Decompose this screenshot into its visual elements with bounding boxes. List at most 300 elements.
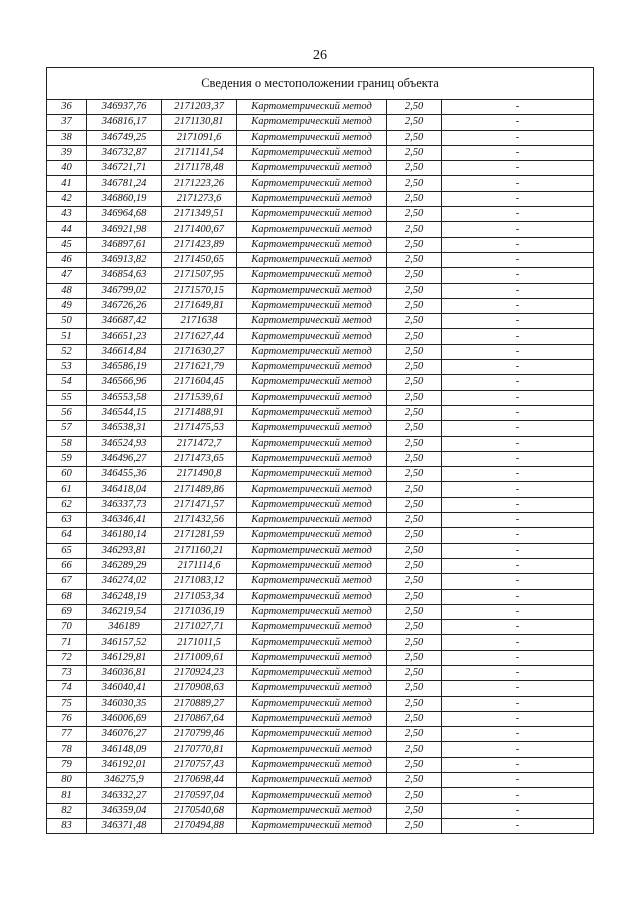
description-cell: -	[442, 360, 594, 375]
accuracy-cell: 2,50	[387, 574, 442, 589]
x-coordinate-cell: 346816,17	[87, 115, 162, 130]
table-row	[47, 681, 594, 696]
table-row	[47, 375, 594, 390]
table-row	[47, 558, 594, 573]
y-coordinate-cell: 2171053,34	[162, 589, 237, 604]
table-row	[47, 497, 594, 512]
description-cell: -	[442, 635, 594, 650]
table-row	[47, 620, 594, 635]
method-cell: Картометрический метод	[237, 451, 387, 466]
y-coordinate-cell: 2171627,44	[162, 329, 237, 344]
x-coordinate-cell: 346040,41	[87, 681, 162, 696]
accuracy-cell: 2,50	[387, 191, 442, 206]
y-coordinate-cell: 2171011,5	[162, 635, 237, 650]
table-row	[47, 268, 594, 283]
accuracy-cell: 2,50	[387, 222, 442, 237]
description-cell: -	[442, 222, 594, 237]
description-cell: -	[442, 115, 594, 130]
y-coordinate-cell: 2171027,71	[162, 620, 237, 635]
point-number-cell: 54	[47, 375, 87, 390]
point-number-cell: 39	[47, 145, 87, 160]
table-row	[47, 207, 594, 222]
description-cell: -	[442, 130, 594, 145]
accuracy-cell: 2,50	[387, 711, 442, 726]
point-number-cell: 46	[47, 252, 87, 267]
table-row	[47, 696, 594, 711]
method-cell: Картометрический метод	[237, 757, 387, 772]
point-number-cell: 44	[47, 222, 87, 237]
method-cell: Картометрический метод	[237, 130, 387, 145]
x-coordinate-cell: 346337,73	[87, 497, 162, 512]
x-coordinate-cell: 346076,27	[87, 727, 162, 742]
description-cell: -	[442, 497, 594, 512]
method-cell: Картометрический метод	[237, 436, 387, 451]
x-coordinate-cell: 346189	[87, 620, 162, 635]
accuracy-cell: 2,50	[387, 130, 442, 145]
x-coordinate-cell: 346586,19	[87, 360, 162, 375]
y-coordinate-cell: 2170770,81	[162, 742, 237, 757]
description-cell: -	[442, 421, 594, 436]
method-cell: Картометрический метод	[237, 620, 387, 635]
method-cell: Картометрический метод	[237, 329, 387, 344]
method-cell: Картометрический метод	[237, 574, 387, 589]
table-row	[47, 727, 594, 742]
point-number-cell: 74	[47, 681, 87, 696]
method-cell: Картометрический метод	[237, 803, 387, 818]
point-number-cell: 51	[47, 329, 87, 344]
accuracy-cell: 2,50	[387, 145, 442, 160]
point-number-cell: 49	[47, 298, 87, 313]
y-coordinate-cell: 2171471,57	[162, 497, 237, 512]
accuracy-cell: 2,50	[387, 421, 442, 436]
description-cell: -	[442, 543, 594, 558]
accuracy-cell: 2,50	[387, 681, 442, 696]
method-cell: Картометрический метод	[237, 650, 387, 665]
x-coordinate-cell: 346148,09	[87, 742, 162, 757]
method-cell: Картометрический метод	[237, 207, 387, 222]
description-cell: -	[442, 742, 594, 757]
y-coordinate-cell: 2171223,26	[162, 176, 237, 191]
accuracy-cell: 2,50	[387, 635, 442, 650]
method-cell: Картометрический метод	[237, 344, 387, 359]
y-coordinate-cell: 2170908,63	[162, 681, 237, 696]
y-coordinate-cell: 2171490,8	[162, 467, 237, 482]
table-row	[47, 130, 594, 145]
point-number-cell: 43	[47, 207, 87, 222]
method-cell: Картометрический метод	[237, 161, 387, 176]
accuracy-cell: 2,50	[387, 482, 442, 497]
table-row	[47, 176, 594, 191]
description-cell: -	[442, 513, 594, 528]
method-cell: Картометрический метод	[237, 681, 387, 696]
table-row	[47, 451, 594, 466]
description-cell: -	[442, 558, 594, 573]
y-coordinate-cell: 2171130,81	[162, 115, 237, 130]
table-row	[47, 543, 594, 558]
table-row	[47, 528, 594, 543]
accuracy-cell: 2,50	[387, 513, 442, 528]
method-cell: Картометрический метод	[237, 543, 387, 558]
accuracy-cell: 2,50	[387, 650, 442, 665]
y-coordinate-cell: 2170924,23	[162, 665, 237, 680]
description-cell: -	[442, 375, 594, 390]
table-row	[47, 360, 594, 375]
point-number-cell: 38	[47, 130, 87, 145]
table-row	[47, 329, 594, 344]
method-cell: Картометрический метод	[237, 115, 387, 130]
description-cell: -	[442, 589, 594, 604]
x-coordinate-cell: 346687,42	[87, 314, 162, 329]
method-cell: Картометрический метод	[237, 145, 387, 160]
accuracy-cell: 2,50	[387, 268, 442, 283]
point-number-cell: 83	[47, 818, 87, 833]
point-number-cell: 58	[47, 436, 87, 451]
x-coordinate-cell: 346359,04	[87, 803, 162, 818]
point-number-cell: 65	[47, 543, 87, 558]
table-row	[47, 283, 594, 298]
y-coordinate-cell: 2171621,79	[162, 360, 237, 375]
table-row	[47, 513, 594, 528]
method-cell: Картометрический метод	[237, 100, 387, 115]
x-coordinate-cell: 346274,02	[87, 574, 162, 589]
table-row	[47, 665, 594, 680]
x-coordinate-cell: 346544,15	[87, 405, 162, 420]
y-coordinate-cell: 2171630,27	[162, 344, 237, 359]
description-cell: -	[442, 405, 594, 420]
description-cell: -	[442, 620, 594, 635]
description-cell: -	[442, 681, 594, 696]
y-coordinate-cell: 2171432,56	[162, 513, 237, 528]
y-coordinate-cell: 2171114,6	[162, 558, 237, 573]
x-coordinate-cell: 346781,24	[87, 176, 162, 191]
y-coordinate-cell: 2171036,19	[162, 604, 237, 619]
point-number-cell: 48	[47, 283, 87, 298]
description-cell: -	[442, 818, 594, 833]
x-coordinate-cell: 346553,58	[87, 390, 162, 405]
x-coordinate-cell: 346614,84	[87, 344, 162, 359]
description-cell: -	[442, 711, 594, 726]
table-row	[47, 788, 594, 803]
description-cell: -	[442, 344, 594, 359]
method-cell: Картометрический метод	[237, 467, 387, 482]
accuracy-cell: 2,50	[387, 436, 442, 451]
y-coordinate-cell: 2171141,54	[162, 145, 237, 160]
accuracy-cell: 2,50	[387, 176, 442, 191]
point-number-cell: 68	[47, 589, 87, 604]
y-coordinate-cell: 2171450,65	[162, 252, 237, 267]
y-coordinate-cell: 2171083,12	[162, 574, 237, 589]
table-row	[47, 252, 594, 267]
point-number-cell: 67	[47, 574, 87, 589]
description-cell: -	[442, 329, 594, 344]
y-coordinate-cell: 2171570,15	[162, 283, 237, 298]
y-coordinate-cell: 2171203,37	[162, 100, 237, 115]
table-row	[47, 711, 594, 726]
x-coordinate-cell: 346496,27	[87, 451, 162, 466]
method-cell: Картометрический метод	[237, 360, 387, 375]
point-number-cell: 64	[47, 528, 87, 543]
x-coordinate-cell: 346030,35	[87, 696, 162, 711]
description-cell: -	[442, 604, 594, 619]
accuracy-cell: 2,50	[387, 375, 442, 390]
point-number-cell: 69	[47, 604, 87, 619]
accuracy-cell: 2,50	[387, 665, 442, 680]
accuracy-cell: 2,50	[387, 773, 442, 788]
x-coordinate-cell: 346129,81	[87, 650, 162, 665]
description-cell: -	[442, 100, 594, 115]
page-number: 26	[313, 48, 327, 63]
method-cell: Картометрический метод	[237, 497, 387, 512]
point-number-cell: 77	[47, 727, 87, 742]
y-coordinate-cell: 2171273,6	[162, 191, 237, 206]
x-coordinate-cell: 346036,81	[87, 665, 162, 680]
accuracy-cell: 2,50	[387, 360, 442, 375]
accuracy-cell: 2,50	[387, 314, 442, 329]
y-coordinate-cell: 2171400,67	[162, 222, 237, 237]
x-coordinate-cell: 346455,36	[87, 467, 162, 482]
y-coordinate-cell: 2171091,6	[162, 130, 237, 145]
accuracy-cell: 2,50	[387, 818, 442, 833]
table-row	[47, 757, 594, 772]
table-row	[47, 314, 594, 329]
x-coordinate-cell: 346192,01	[87, 757, 162, 772]
accuracy-cell: 2,50	[387, 528, 442, 543]
point-number-cell: 63	[47, 513, 87, 528]
table-body	[47, 100, 594, 834]
method-cell: Картометрический метод	[237, 635, 387, 650]
accuracy-cell: 2,50	[387, 604, 442, 619]
method-cell: Картометрический метод	[237, 176, 387, 191]
y-coordinate-cell: 2171009,61	[162, 650, 237, 665]
table-title: Сведения о местоположении границ объекта	[47, 68, 594, 100]
table-row	[47, 635, 594, 650]
table-row	[47, 298, 594, 313]
x-coordinate-cell: 346524,93	[87, 436, 162, 451]
description-cell: -	[442, 207, 594, 222]
table-row	[47, 482, 594, 497]
boundary-coordinates-table	[46, 67, 594, 834]
method-cell: Картометрический метод	[237, 421, 387, 436]
point-number-cell: 66	[47, 558, 87, 573]
point-number-cell: 82	[47, 803, 87, 818]
method-cell: Картометрический метод	[237, 222, 387, 237]
x-coordinate-cell: 346860,19	[87, 191, 162, 206]
accuracy-cell: 2,50	[387, 558, 442, 573]
description-cell: -	[442, 237, 594, 252]
table-row	[47, 222, 594, 237]
point-number-cell: 61	[47, 482, 87, 497]
table-row	[47, 574, 594, 589]
x-coordinate-cell: 346219,54	[87, 604, 162, 619]
x-coordinate-cell: 346726,26	[87, 298, 162, 313]
method-cell: Картометрический метод	[237, 558, 387, 573]
x-coordinate-cell: 346248,19	[87, 589, 162, 604]
method-cell: Картометрический метод	[237, 604, 387, 619]
point-number-cell: 55	[47, 390, 87, 405]
method-cell: Картометрический метод	[237, 390, 387, 405]
point-number-cell: 80	[47, 773, 87, 788]
method-cell: Картометрический метод	[237, 773, 387, 788]
accuracy-cell: 2,50	[387, 788, 442, 803]
point-number-cell: 47	[47, 268, 87, 283]
x-coordinate-cell: 346346,41	[87, 513, 162, 528]
point-number-cell: 41	[47, 176, 87, 191]
y-coordinate-cell: 2171539,61	[162, 390, 237, 405]
accuracy-cell: 2,50	[387, 497, 442, 512]
method-cell: Картометрический метод	[237, 314, 387, 329]
table-row	[47, 589, 594, 604]
method-cell: Картометрический метод	[237, 298, 387, 313]
point-number-cell: 72	[47, 650, 87, 665]
x-coordinate-cell: 346275,9	[87, 773, 162, 788]
description-cell: -	[442, 436, 594, 451]
y-coordinate-cell: 2170799,46	[162, 727, 237, 742]
x-coordinate-cell: 346937,76	[87, 100, 162, 115]
description-cell: -	[442, 696, 594, 711]
table-row	[47, 650, 594, 665]
description-cell: -	[442, 788, 594, 803]
description-cell: -	[442, 528, 594, 543]
table-title-row	[47, 68, 594, 100]
description-cell: -	[442, 451, 594, 466]
table-row	[47, 421, 594, 436]
point-number-cell: 36	[47, 100, 87, 115]
point-number-cell: 73	[47, 665, 87, 680]
method-cell: Картометрический метод	[237, 375, 387, 390]
accuracy-cell: 2,50	[387, 803, 442, 818]
x-coordinate-cell: 346418,04	[87, 482, 162, 497]
description-cell: -	[442, 727, 594, 742]
description-cell: -	[442, 803, 594, 818]
description-cell: -	[442, 298, 594, 313]
point-number-cell: 60	[47, 467, 87, 482]
method-cell: Картометрический метод	[237, 711, 387, 726]
method-cell: Картометрический метод	[237, 191, 387, 206]
table-row	[47, 604, 594, 619]
point-number-cell: 45	[47, 237, 87, 252]
description-cell: -	[442, 161, 594, 176]
accuracy-cell: 2,50	[387, 696, 442, 711]
method-cell: Картометрический метод	[237, 237, 387, 252]
x-coordinate-cell: 346897,61	[87, 237, 162, 252]
description-cell: -	[442, 482, 594, 497]
table-row	[47, 145, 594, 160]
point-number-cell: 57	[47, 421, 87, 436]
description-cell: -	[442, 574, 594, 589]
x-coordinate-cell: 346913,82	[87, 252, 162, 267]
description-cell: -	[442, 268, 594, 283]
y-coordinate-cell: 2170597,04	[162, 788, 237, 803]
description-cell: -	[442, 252, 594, 267]
y-coordinate-cell: 2170757,43	[162, 757, 237, 772]
x-coordinate-cell: 346293,81	[87, 543, 162, 558]
y-coordinate-cell: 2171349,51	[162, 207, 237, 222]
description-cell: -	[442, 145, 594, 160]
description-cell: -	[442, 390, 594, 405]
accuracy-cell: 2,50	[387, 467, 442, 482]
description-cell: -	[442, 283, 594, 298]
point-number-cell: 78	[47, 742, 87, 757]
point-number-cell: 53	[47, 360, 87, 375]
point-number-cell: 62	[47, 497, 87, 512]
x-coordinate-cell: 346721,71	[87, 161, 162, 176]
method-cell: Картометрический метод	[237, 788, 387, 803]
y-coordinate-cell: 2171489,86	[162, 482, 237, 497]
accuracy-cell: 2,50	[387, 344, 442, 359]
table-row	[47, 773, 594, 788]
y-coordinate-cell: 2171281,59	[162, 528, 237, 543]
table-row	[47, 237, 594, 252]
point-number-cell: 40	[47, 161, 87, 176]
y-coordinate-cell: 2171488,91	[162, 405, 237, 420]
table-row	[47, 742, 594, 757]
method-cell: Картометрический метод	[237, 696, 387, 711]
accuracy-cell: 2,50	[387, 742, 442, 757]
x-coordinate-cell: 346749,25	[87, 130, 162, 145]
x-coordinate-cell: 346289,29	[87, 558, 162, 573]
point-number-cell: 70	[47, 620, 87, 635]
accuracy-cell: 2,50	[387, 390, 442, 405]
method-cell: Картометрический метод	[237, 818, 387, 833]
y-coordinate-cell: 2171473,65	[162, 451, 237, 466]
accuracy-cell: 2,50	[387, 252, 442, 267]
table-row	[47, 467, 594, 482]
description-cell: -	[442, 467, 594, 482]
point-number-cell: 71	[47, 635, 87, 650]
accuracy-cell: 2,50	[387, 727, 442, 742]
y-coordinate-cell: 2170698,44	[162, 773, 237, 788]
accuracy-cell: 2,50	[387, 161, 442, 176]
method-cell: Картометрический метод	[237, 528, 387, 543]
accuracy-cell: 2,50	[387, 237, 442, 252]
table-row	[47, 405, 594, 420]
description-cell: -	[442, 314, 594, 329]
point-number-cell: 42	[47, 191, 87, 206]
x-coordinate-cell: 346157,52	[87, 635, 162, 650]
table-row	[47, 100, 594, 115]
accuracy-cell: 2,50	[387, 405, 442, 420]
method-cell: Картометрический метод	[237, 283, 387, 298]
table-row	[47, 161, 594, 176]
y-coordinate-cell: 2171472,7	[162, 436, 237, 451]
accuracy-cell: 2,50	[387, 115, 442, 130]
method-cell: Картометрический метод	[237, 742, 387, 757]
x-coordinate-cell: 346332,27	[87, 788, 162, 803]
x-coordinate-cell: 346732,87	[87, 145, 162, 160]
description-cell: -	[442, 176, 594, 191]
y-coordinate-cell: 2171475,53	[162, 421, 237, 436]
x-coordinate-cell: 346854,63	[87, 268, 162, 283]
accuracy-cell: 2,50	[387, 298, 442, 313]
y-coordinate-cell: 2170540,68	[162, 803, 237, 818]
x-coordinate-cell: 346538,31	[87, 421, 162, 436]
x-coordinate-cell: 346921,98	[87, 222, 162, 237]
y-coordinate-cell: 2171638	[162, 314, 237, 329]
table-row	[47, 191, 594, 206]
point-number-cell: 56	[47, 405, 87, 420]
accuracy-cell: 2,50	[387, 100, 442, 115]
method-cell: Картометрический метод	[237, 589, 387, 604]
method-cell: Картометрический метод	[237, 513, 387, 528]
y-coordinate-cell: 2171649,81	[162, 298, 237, 313]
point-number-cell: 75	[47, 696, 87, 711]
y-coordinate-cell: 2170494,88	[162, 818, 237, 833]
point-number-cell: 37	[47, 115, 87, 130]
y-coordinate-cell: 2171178,48	[162, 161, 237, 176]
table-row	[47, 115, 594, 130]
y-coordinate-cell: 2170889,27	[162, 696, 237, 711]
accuracy-cell: 2,50	[387, 207, 442, 222]
